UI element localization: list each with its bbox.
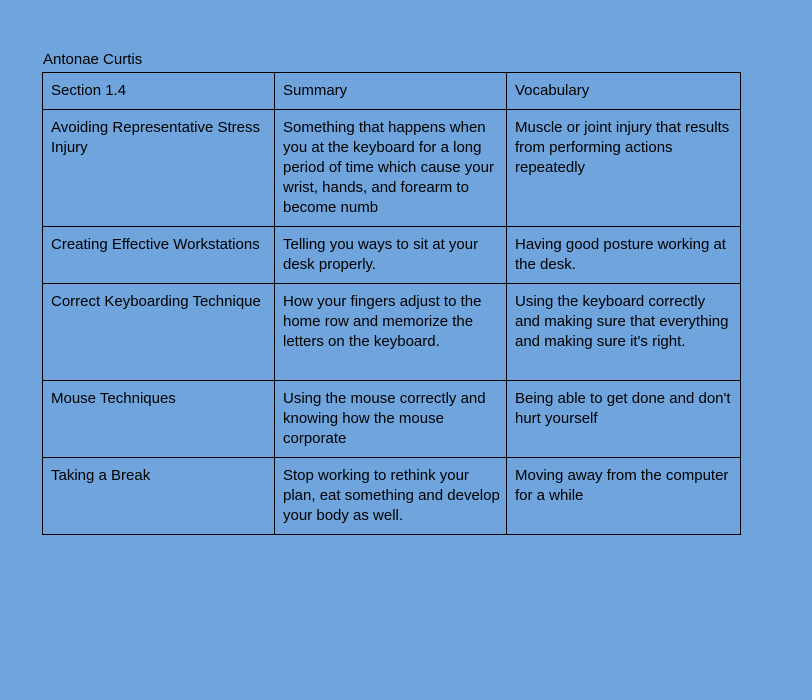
summary-cell: Stop working to rethink your plan, eat something and develop your body as well.	[275, 458, 507, 535]
table-row	[43, 227, 741, 284]
section-cell: Mouse Techniques	[43, 381, 275, 458]
summary-cell: How your fingers adjust to the home row and memorize the letters on the keyboard.	[275, 284, 507, 381]
vocabulary-cell: Muscle or joint injury that results from performing actions repeatedly	[507, 110, 741, 227]
vocabulary-cell: Being able to get done and don't hurt yourself	[507, 381, 741, 458]
author-name: Antonae Curtis	[43, 51, 143, 68]
table-row	[43, 381, 741, 458]
section-cell: Avoiding Representative Stress Injury	[43, 110, 275, 227]
header-section: Section 1.4	[43, 73, 275, 110]
vocabulary-cell: Moving away from the computer for a while	[507, 458, 741, 535]
table-row	[43, 284, 741, 381]
section-cell: Correct Keyboarding Technique	[43, 284, 275, 381]
header-vocabulary: Vocabulary	[507, 73, 741, 110]
table-row	[43, 110, 741, 227]
header-summary: Summary	[275, 73, 507, 110]
summary-cell: Something that happens when you at the keyboard for a long period of time which cause your wrist, hands, and forearm to become numb	[275, 110, 507, 227]
vocabulary-cell: Using the keyboard correctly and making sure that everything and making sure it's right.	[507, 284, 741, 381]
table-row	[43, 458, 741, 535]
notes-table	[42, 72, 741, 535]
vocabulary-cell: Having good posture working at the desk.	[507, 227, 741, 284]
section-cell: Taking a Break	[43, 458, 275, 535]
table-header-row	[43, 73, 741, 110]
summary-cell: Telling you ways to sit at your desk properly.	[275, 227, 507, 284]
summary-cell: Using the mouse correctly and knowing how the mouse corporate	[275, 381, 507, 458]
section-cell: Creating Effective Workstations	[43, 227, 275, 284]
